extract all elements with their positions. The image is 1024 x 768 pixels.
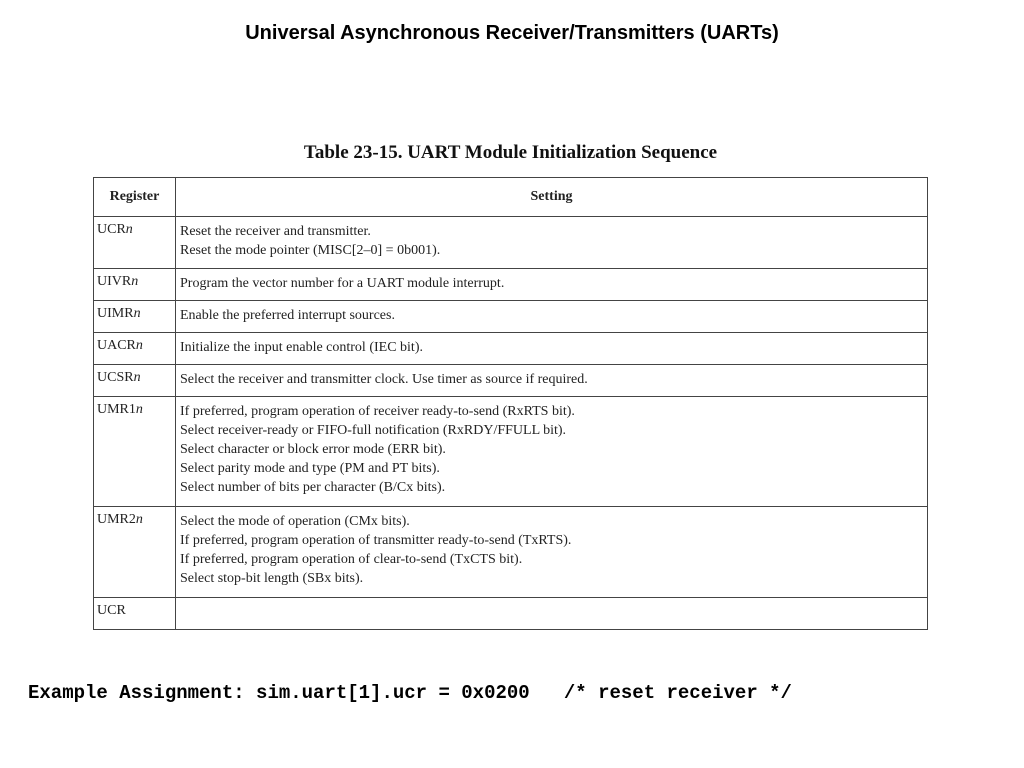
setting-cell (176, 333, 928, 365)
register-suffix: n (133, 370, 141, 385)
setting-line: Initialize the input enable control (IEC bit). (180, 340, 423, 355)
register-cell (94, 217, 176, 269)
register-suffix: n (125, 222, 133, 237)
register-suffix: n (131, 274, 139, 289)
register-name: UIVR (97, 274, 132, 289)
setting-line: If preferred, program operation of transmitter ready-to-send (TxRTS). (180, 533, 572, 548)
register-cell (94, 507, 176, 598)
slide-title: Universal Asynchronous Receiver/Transmitters (UARTs) (245, 22, 779, 44)
setting-line: Select character or block error mode (ERR bit). (180, 442, 446, 457)
setting-cell (176, 397, 928, 507)
setting-cell (176, 507, 928, 598)
setting-cell (176, 217, 928, 269)
setting-line: Program the vector number for a UART module interrupt. (180, 276, 505, 291)
setting-column-header: Setting (176, 178, 928, 217)
register-name: UMR2 (97, 512, 136, 527)
setting-line: Reset the mode pointer (MISC[2–0] = 0b001). (180, 243, 441, 258)
setting-cell (176, 269, 928, 301)
table-caption: Table 23-15. UART Module Initialization Sequence (303, 142, 718, 163)
register-suffix: n (135, 338, 143, 353)
setting-cell (176, 598, 928, 630)
register-suffix: n (133, 306, 141, 321)
table-row (94, 301, 928, 333)
register-cell (94, 333, 176, 365)
table-row (94, 365, 928, 397)
setting-line: Select receiver-ready or FIFO-full notification (RxRDY/FFULL bit). (180, 423, 567, 438)
table-header-row (94, 178, 928, 217)
register-column-header: Register (94, 178, 176, 217)
register-name: UACR (97, 338, 136, 353)
register-cell (94, 598, 176, 630)
register-name: UMR1 (97, 402, 136, 417)
table-row (94, 269, 928, 301)
register-suffix: n (135, 402, 143, 417)
setting-line: Select parity mode and type (PM and PT bits). (180, 461, 440, 476)
example-assignment: Example Assignment: sim.uart[1].ucr = 0x0200 /* reset receiver */ (28, 682, 792, 704)
register-name: UIMR (97, 306, 134, 321)
register-cell (94, 397, 176, 507)
register-cell (94, 301, 176, 333)
setting-line: Select the mode of operation (CMx bits). (180, 514, 410, 529)
setting-line: Enable the preferred interrupt sources. (180, 308, 395, 323)
register-name: UCSR (97, 370, 134, 385)
table-row (94, 217, 928, 269)
setting-line: Reset the receiver and transmitter. (180, 224, 371, 239)
register-name: UCR (97, 222, 126, 237)
table-row (94, 507, 928, 598)
table-row (94, 333, 928, 365)
setting-cell (176, 301, 928, 333)
setting-line: Select number of bits per character (B/Cx bits). (180, 480, 446, 495)
setting-cell (176, 365, 928, 397)
register-cell (94, 365, 176, 397)
setting-line: Select the receiver and transmitter clock. Use timer as source if required. (180, 372, 588, 387)
register-suffix: n (135, 512, 143, 527)
setting-line: Select stop-bit length (SBx bits). (180, 571, 364, 586)
register-cell (94, 269, 176, 301)
table-row (94, 397, 928, 507)
table-row (94, 598, 928, 630)
setting-line: If preferred, program operation of clear-to-send (TxCTS bit). (180, 552, 523, 567)
register-name: UCR (97, 603, 126, 618)
setting-line: If preferred, program operation of receiver ready-to-send (RxRTS bit). (180, 404, 575, 419)
uart-init-table (93, 177, 928, 630)
table-body (94, 217, 928, 630)
